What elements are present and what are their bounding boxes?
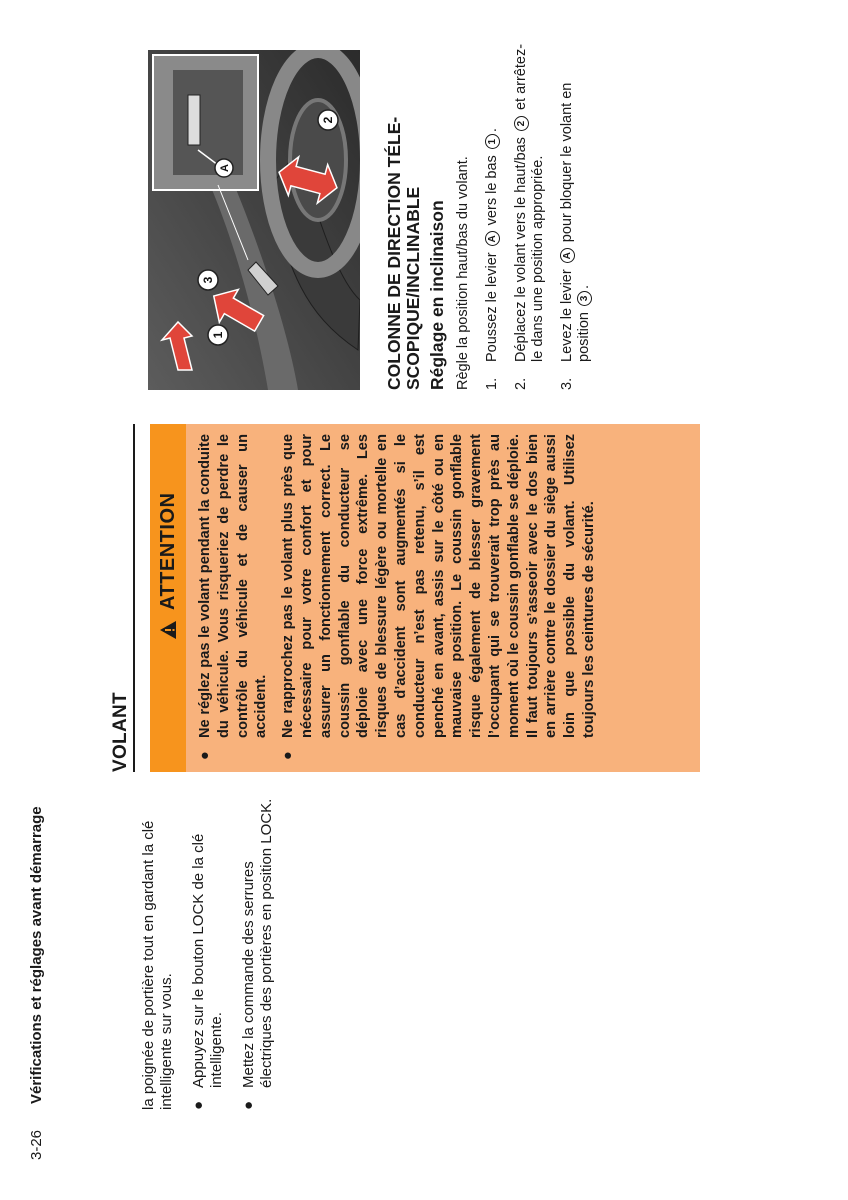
attention-item-1-text: Ne réglez pas le volant pendant la conduite du véhicule. Vous risqueriez de perdre le contrôle du véhicule et de causer un accident. xyxy=(197,434,270,738)
step-3-before: Levez le levier xyxy=(559,269,575,362)
attention-item-2-text: Ne rapprochez pas le volant plus près que nécessaire pour votre confort et pour assurer un fonctionnement correct. Le coussin gonflable du conducteur se déploie avec une force extrême. Les risques de blessure légère ou mortelle en cas d’accident sont augmentés si le conducteur n’est pas retenu, s’il est penché en avant, assis sur le côté ou en mauvaise position. Le coussin gonflable risque également de blesser gravement l’occupant qui se trouverait trop près au moment où le coussin gonflable se déploie. Il faut toujours s’asseoir avec le dos bien en arrière contre le dossier du siège aussi loin que possible du volant. Utilisez toujours les ceintures de sécurité. xyxy=(280,434,597,738)
circle-3-icon: 3 xyxy=(577,291,592,306)
circle-2-icon: 2 xyxy=(514,116,529,131)
colonne-section xyxy=(385,40,593,390)
attention-item-2 xyxy=(279,434,599,760)
step-1-text xyxy=(484,40,501,362)
warning-triangle-icon xyxy=(159,620,177,640)
colonne-heading-line1: COLONNE DE DIRECTION TÉLE- xyxy=(384,116,404,390)
left-column xyxy=(140,790,276,1110)
label-1: 1 xyxy=(211,331,225,339)
section-rule xyxy=(133,424,135,772)
attention-item-1 xyxy=(196,434,271,760)
page-number: 3-26 xyxy=(28,1129,45,1160)
step-2-before: Déplacez le volant vers le haut/bas xyxy=(513,137,529,362)
attention-title: ATTENTION xyxy=(156,492,179,610)
step-2-mid: et arrêtez-le dans une position appropriée. xyxy=(513,43,546,362)
bullet-icon: ● xyxy=(280,751,297,760)
colonne-heading-line2: SCOPIQUE/INCLINABLE xyxy=(403,186,423,390)
colonne-intro: Règle la position haut/bas du volant. xyxy=(455,156,471,390)
step-1-number: 1. xyxy=(484,377,500,390)
step-3-text xyxy=(559,40,593,362)
step-2-number: 2. xyxy=(513,377,529,390)
bullet-icon: ● xyxy=(190,1100,207,1110)
colonne-subheading: Réglage en inclinaison xyxy=(427,200,447,390)
circle-A-icon: A xyxy=(560,248,575,263)
step-3-after: . xyxy=(576,284,592,289)
step-1-before: Poussez le levier xyxy=(484,252,500,362)
circle-1-icon: 1 xyxy=(485,134,500,149)
intro-paragraph: la poignée de portière tout en gardant la clé intelligente sur vous. xyxy=(140,820,175,1110)
step-1 xyxy=(484,40,501,390)
step-2-text xyxy=(513,40,547,362)
label-A: A xyxy=(219,164,231,172)
inset-lever xyxy=(188,95,200,145)
left-bullet-2 xyxy=(240,790,276,1110)
step-2 xyxy=(513,40,547,390)
bullet-icon: ● xyxy=(240,1100,257,1110)
attention-header xyxy=(150,424,186,772)
left-bullet-1-text: Appuyez sur le bouton LOCK de la clé intelligente. xyxy=(190,833,225,1088)
label-2: 2 xyxy=(321,116,335,124)
section-title-volant: VOLANT xyxy=(110,692,131,772)
inset-column xyxy=(173,70,243,175)
footer-section-title: Vérifications et réglages avant démarrage xyxy=(28,806,45,1104)
steering-column-figure xyxy=(148,50,360,390)
step-3-mid: pour bloquer le volant en position xyxy=(559,82,592,362)
label-3: 3 xyxy=(201,276,215,284)
left-bullet-2-text: Mettez la commande des serrures électriques des portières en position LOCK. xyxy=(240,798,275,1088)
step-3 xyxy=(559,40,593,390)
step-3-number: 3. xyxy=(559,377,575,390)
attention-box xyxy=(150,424,700,772)
step-1-mid: vers le bas xyxy=(484,155,500,226)
circle-A-icon: A xyxy=(485,231,500,246)
bullet-icon: ● xyxy=(197,751,213,760)
left-bullet-1 xyxy=(190,790,226,1110)
step-1-after: . xyxy=(484,128,500,133)
